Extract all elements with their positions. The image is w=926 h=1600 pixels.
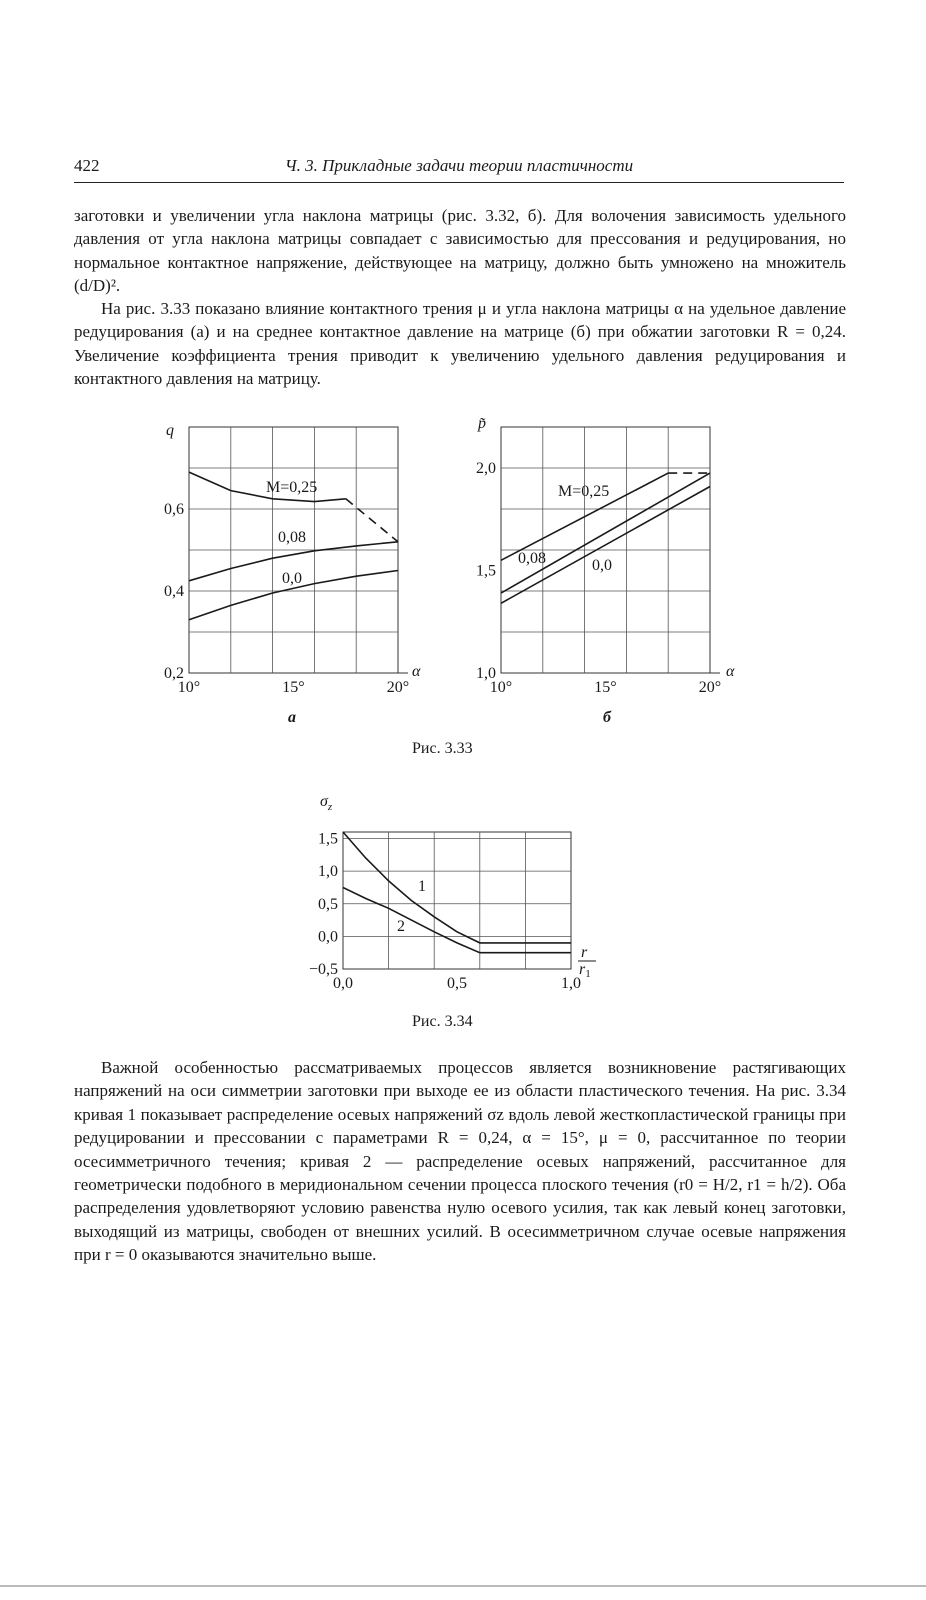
y-tick-label: 2,0 [476, 460, 496, 477]
y-axis-label: p̃ [478, 415, 486, 432]
y-axis-label: q [166, 422, 174, 439]
running-title: Ч. 3. Прикладные задачи теории пластичности [284, 156, 634, 175]
y-tick-label: 1,0 [476, 665, 496, 682]
x-tick-label: 15° [594, 679, 617, 696]
paragraph-2: На рис. 3.33 показано влияние контактного трения μ и угла наклона матрицы α на удельное давление редуцирования (а) и на среднее контактное давление на матрице (б) при обжатии заготовки R = 0,24. Увеличение коэффициента трения приводит к увеличению удельного давления редуцирования и контактного давления на матрицу. [74, 299, 846, 389]
x-tick-label: 10° [489, 679, 513, 696]
x-tick-label: 0,0 [333, 975, 353, 992]
figure-caption-3-34: Рис. 3.34 [412, 1013, 473, 1030]
x-tick-label: 20° [386, 679, 410, 696]
chart-b [476, 415, 735, 726]
x-tick-label: 10° [177, 679, 201, 696]
page-number: 422 [74, 156, 100, 175]
x-axis-label: α [726, 663, 735, 680]
y-tick-label: 0,4 [164, 583, 184, 600]
series-label: M=0,25 [558, 483, 610, 500]
chart-a [164, 422, 421, 726]
x-axis-label: α [412, 663, 421, 680]
y-tick-label: 0,0 [318, 928, 338, 946]
y-axis-label: $\sigma_z$ [320, 793, 333, 813]
panel-label: б [603, 709, 611, 726]
x-tick-label: 1,0 [561, 975, 581, 992]
series-label: M=0,25 [266, 479, 318, 496]
chart-sigma-z [309, 793, 596, 992]
x-tick-label: 0,5 [447, 975, 467, 992]
series-label: 1 [418, 878, 426, 895]
panel-label: а [288, 709, 296, 726]
y-tick-label: 1,0 [318, 863, 338, 881]
plot-frame [343, 832, 571, 969]
x-tick-label: 20° [698, 679, 722, 696]
svg-text:r: r [581, 944, 588, 961]
svg-text:r1: r1 [579, 961, 591, 980]
series-line [343, 832, 571, 943]
series-line-dashed [346, 499, 398, 542]
y-tick-label: −0,5 [308, 961, 338, 978]
y-tick-label: 1,5 [476, 562, 496, 580]
series-label: 0,08 [518, 550, 546, 567]
series-label: 2 [397, 918, 405, 935]
series-label: 0,0 [592, 557, 612, 574]
x-axis-label [578, 944, 596, 980]
paragraph-3: Важной особенностью рассматриваемых процессов является возникновение растягивающих напряжений на оси симметрии заготовки при выходе ее из области пластического течения. На рис. 3.34 кривая 1 показывает распределение осевых напряжений σz вдоль левой жесткопластической границы при редуцировании и прессовании с параметрами R = 0,24, α = 15°, μ = 0, рассчитанное по теории осесимметричного течения; кривая 2 — распределение осевых напряжений, рассчитанное для геометрически подобного в меридиональном сечении процесса плоского течения (r0 = H/2, r1 = h/2). Оба распределения удовлетворяют условию равенства нулю осевого усилия, так как левый конец заготовки, выходящий из матрицы, свободен от внешних усилий. В осесимметричном случае осевые напряжения при r = 0 оказываются значительно выше. [74, 1058, 846, 1265]
x-tick-label: 15° [282, 679, 305, 696]
series-label: 0,0 [282, 570, 302, 587]
y-tick-label: 0,6 [164, 501, 184, 518]
paragraph-1: заготовки и увеличении угла наклона матрицы (рис. 3.32, б). Для волочения зависимость удельного давления от угла наклона матрицы совпадает с зависимостью для прессования и редуцирования, но нормальное контактное напряжение, действующее на матрицу, должно быть умножено на множитель (d/D)². [74, 206, 846, 296]
y-tick-label: 1,5 [318, 830, 338, 848]
scan-edge-line [0, 1585, 926, 1587]
series-label: 0,08 [278, 529, 306, 546]
series-line [501, 487, 710, 604]
figure-caption-3-33: Рис. 3.33 [412, 740, 473, 757]
y-tick-label: 0,5 [318, 895, 338, 913]
y-tick-label: 0,2 [164, 665, 184, 682]
